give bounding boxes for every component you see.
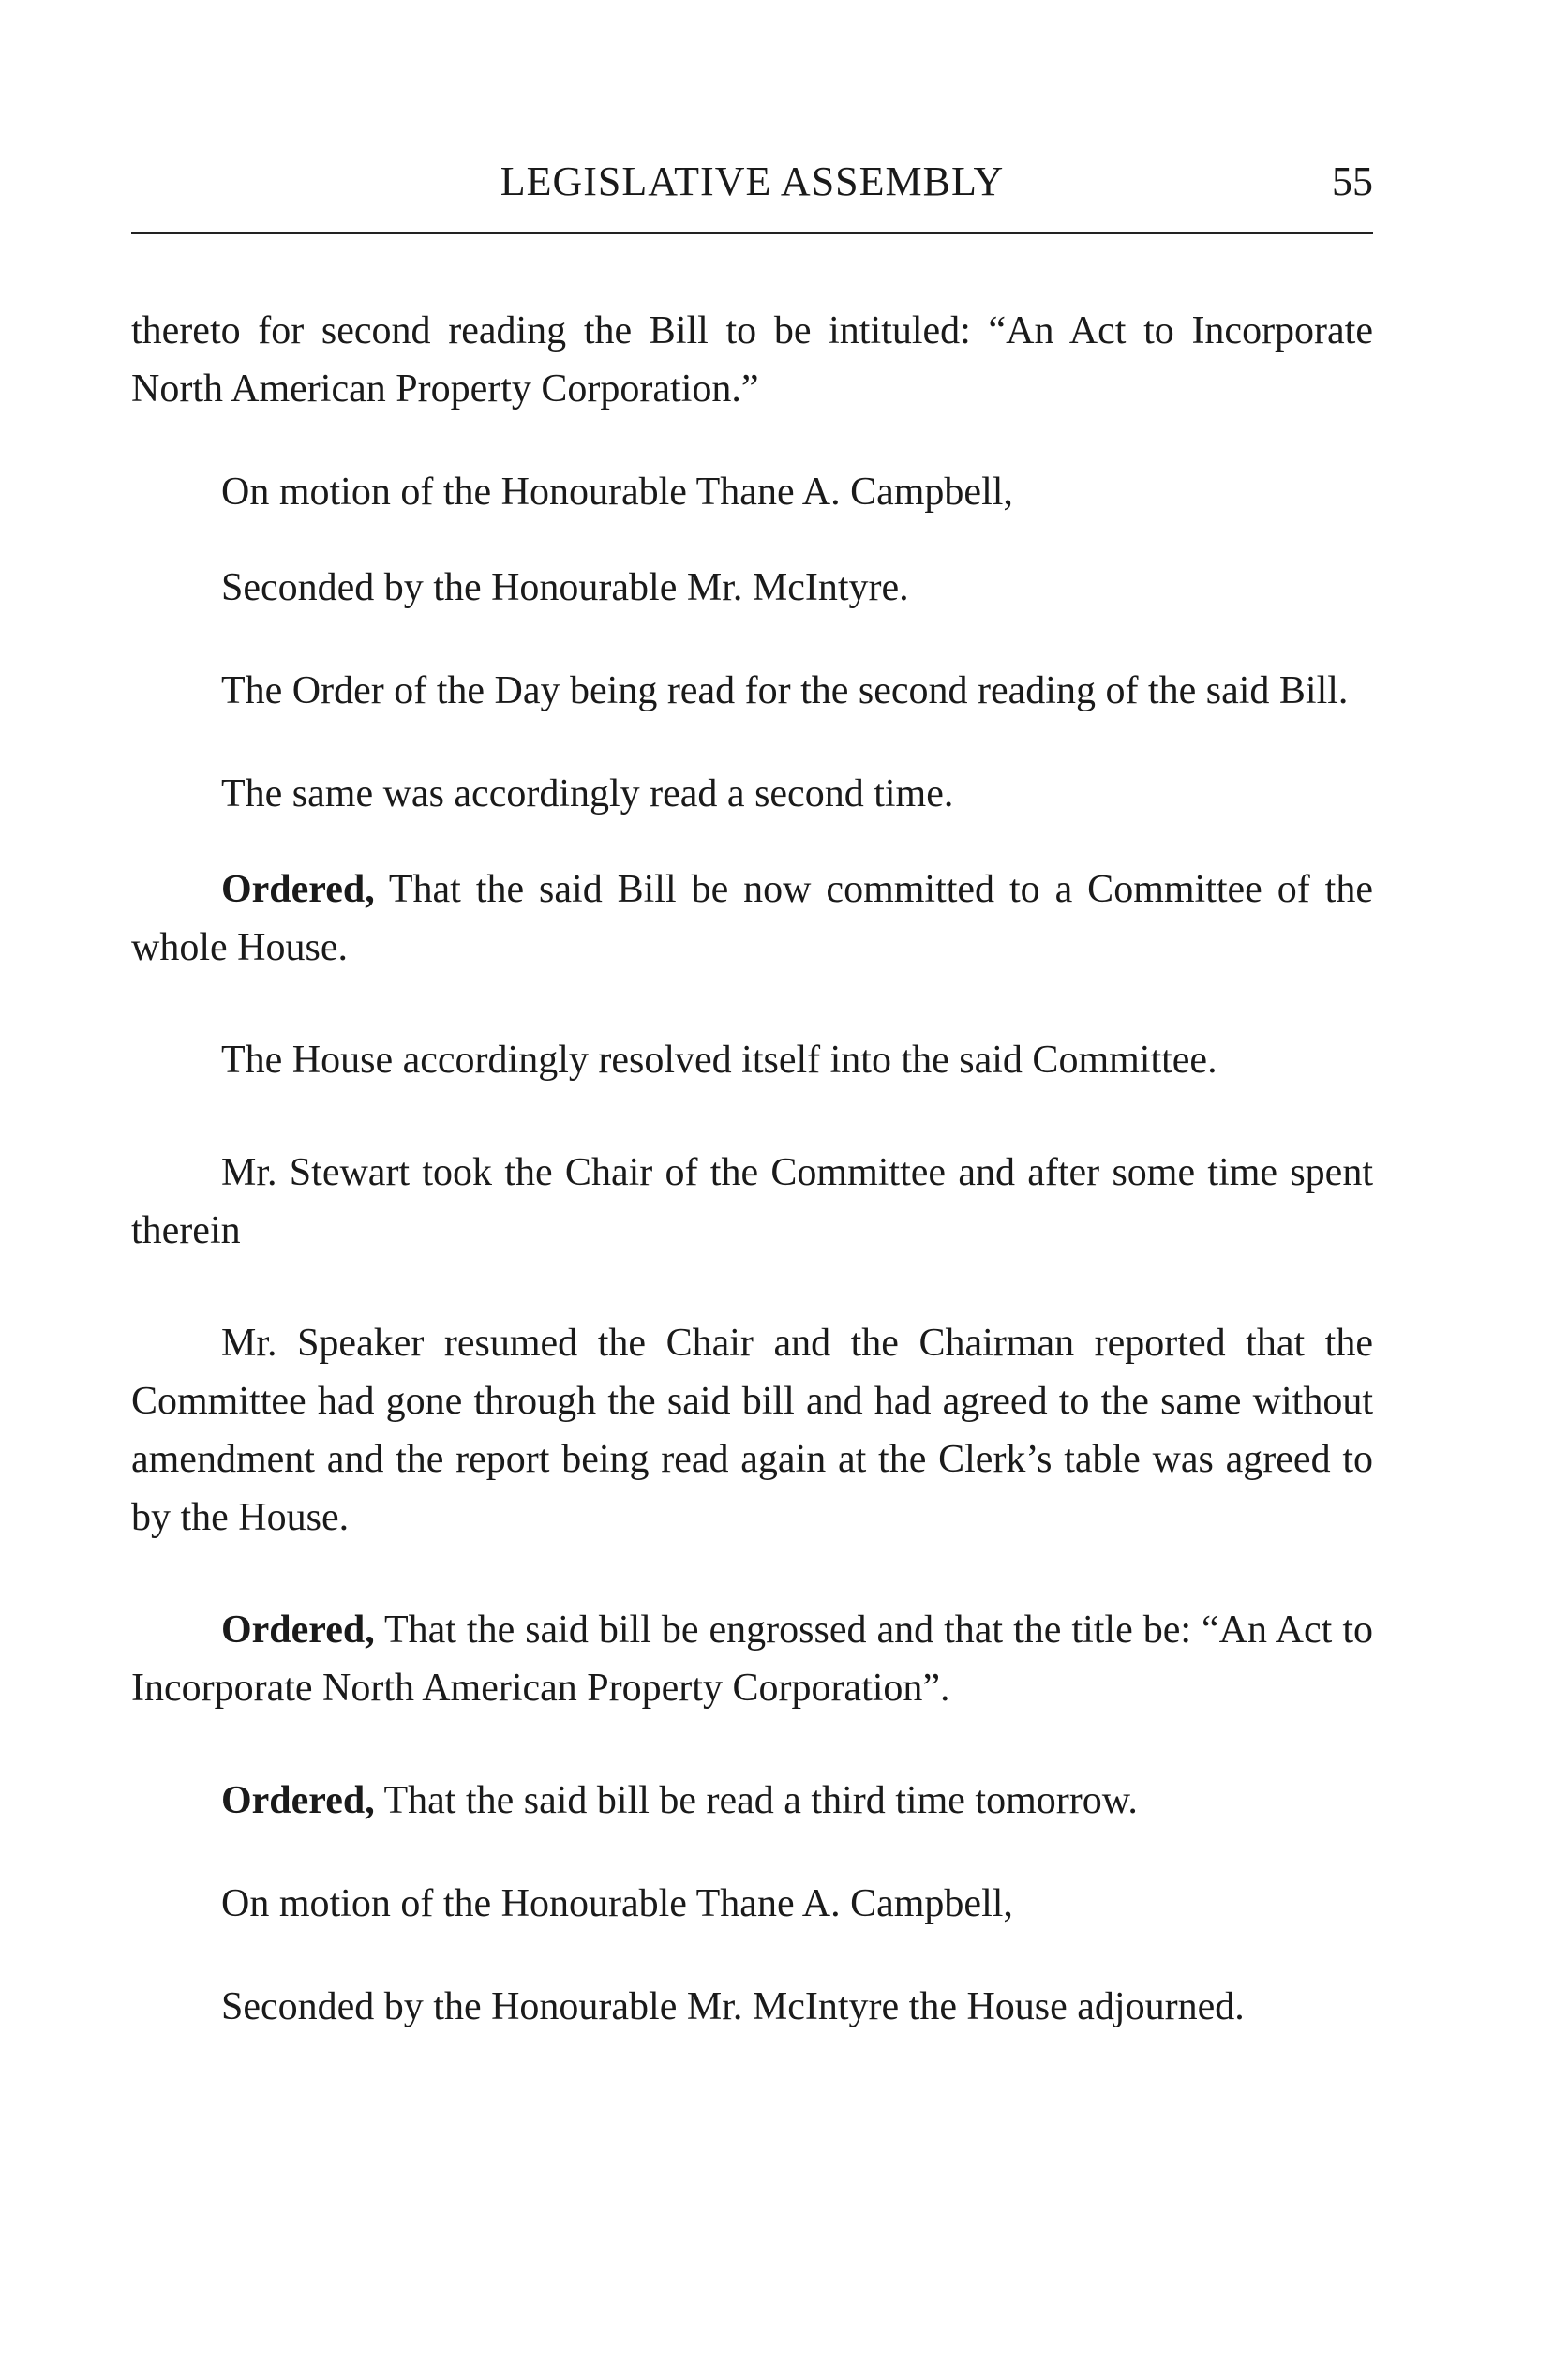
paragraph-text: Seconded by the Honourable Mr. McIntyre. [221,566,909,609]
paragraph-continuation [131,302,1373,418]
paragraph-text: Seconded by the Honourable Mr. McIntyre the House adjourned. [221,1985,1245,2028]
paragraph-text: Mr. Speaker resumed the Chair and the Chairman reported that the Committee had gone through the said bill and had agreed to the same without amendment and the report being read again at the Clerk’s table was agreed to by the House. [131,1322,1373,1539]
paragraph-motion [131,463,1373,521]
paragraph-ordered-committed [131,860,1373,977]
paragraph-text: On motion of the Honourable Thane A. Campbell, [221,1882,1013,1925]
paragraph-ordered-third-reading [131,1772,1373,1830]
paragraph-text: Mr. Stewart took the Chair of the Committee and after some time spent therein [131,1151,1373,1252]
header-rule [131,232,1373,234]
paragraph-text: On motion of the Honourable Thane A. Campbell, [221,471,1013,514]
page-header [131,157,1373,214]
paragraph-stewart-chair [131,1144,1373,1260]
paragraph-adjourned [131,1978,1373,2036]
paragraph-order-of-day [131,662,1373,720]
paragraph-text: thereto for second reading the Bill to be intituled: “An Act to Incorporate North American Property Corporation.” [131,309,1373,411]
paragraph-seconded [131,559,1373,617]
paragraph-text: That the said bill be read a third time tomorrow. [374,1779,1138,1822]
paragraph-text: That the said Bill be now committed to a Committee of the whole House. [131,868,1373,969]
ordered-lead: Ordered, [221,1608,375,1652]
paragraph-second-reading [131,765,1373,823]
paragraph-text: The same was accordingly read a second time. [221,772,954,815]
page-body [131,302,1373,2036]
paragraph-text: The House accordingly resolved itself into the said Committee. [221,1039,1217,1082]
paragraph-ordered-engrossed [131,1601,1373,1717]
ordered-lead: Ordered, [221,868,375,911]
ordered-lead: Ordered, [221,1779,375,1822]
running-title: LEGISLATIVE ASSEMBLY [500,158,1005,204]
page-number: 55 [1332,158,1373,204]
paragraph-house-resolved [131,1031,1373,1089]
paragraph-motion-adjourn [131,1875,1373,1933]
paragraph-speaker-resumed [131,1314,1373,1547]
paragraph-text: That the said bill be engrossed and that the title be: “An Act to Incorporate North American Property Corporation”. [131,1608,1373,1710]
paragraph-text: The Order of the Day being read for the second reading of the said Bill. [221,669,1349,712]
